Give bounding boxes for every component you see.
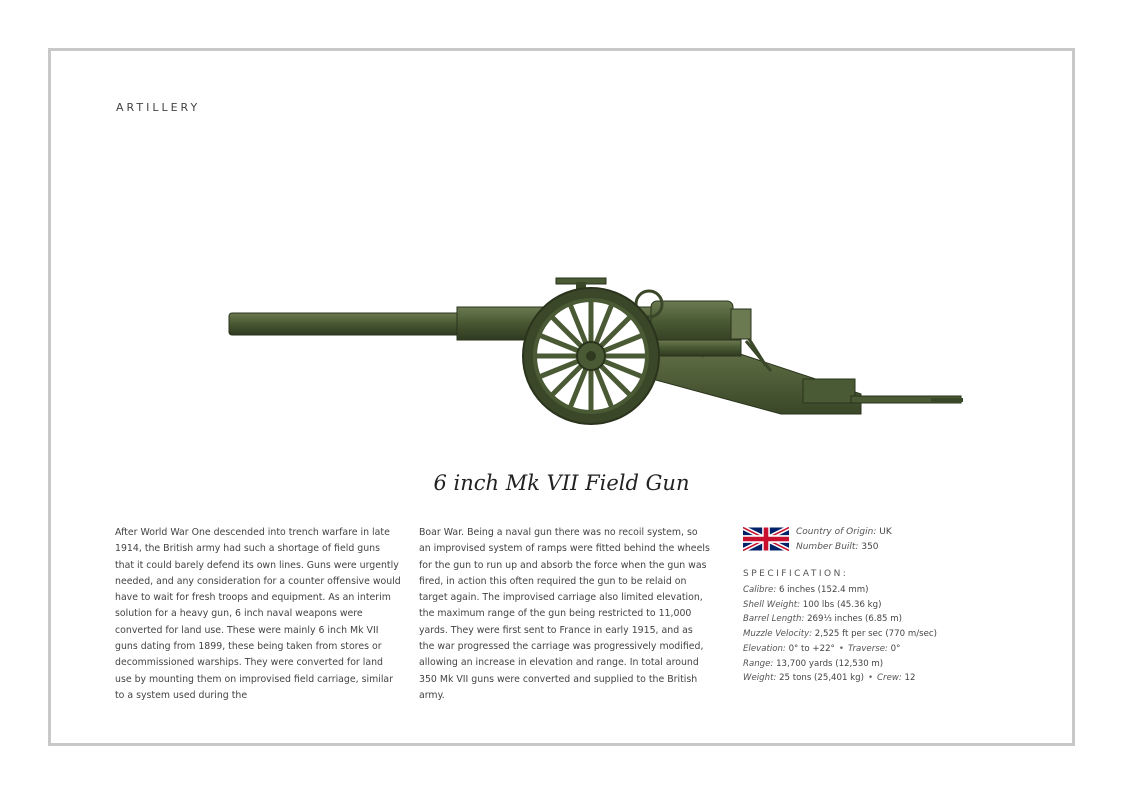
country-of-origin: Country of Origin: UK <box>796 527 892 537</box>
origin-info <box>796 525 892 555</box>
spec-elevation-traverse: Elevation: 0° to +22° • Traverse: 0° <box>743 643 901 654</box>
spec-barrel-length: Barrel Length: 269⅓ inches (6.85 m) <box>743 614 902 625</box>
description-column-1: After World War One descended into trench warfare in late 1914, the British army had such a shortage of field guns that it could barely defend its own lines. Guns were urgently needed, and any consideration for a counter offensive would have to wait for fresh troops and equipment. As an interim solution for a heavy gun, 6 inch naval weapons were converted for land use. These were mainly 6 inch Mk VII guns dating from 1899, these being taken from stores or decommissioned warships. They were converted for land use by mounting them on improvised field carriage, similar to a system used during the <box>115 527 401 701</box>
spec-shell-weight: Shell Weight: 100 lbs (45.36 kg) <box>743 599 882 610</box>
spec-calibre: Calibre: 6 inches (152.4 mm) <box>743 585 869 595</box>
category-label: ARTILLERY <box>116 101 201 114</box>
barrel-breech <box>651 301 733 346</box>
description-column-2: Boar War. Being a naval gun there was no recoil system, so an improvised system of ramps were fitted behind the wheels for the gun to run up and absorb the force when the gun was fired, in action this often required the gun to be relaid on target again. The improvised carriage also limited elevation, the maximum range of the gun being restricted to 11,000 yards. They were first sent to France in early 1915, and as the war progressed the carriage was progressively modified, allowing an increase in elevation and range. In total around 350 Mk VII guns were converted and supplied to the British army. <box>419 527 710 701</box>
spec-list <box>743 583 937 686</box>
barrel-muzzle <box>229 313 461 335</box>
trail-spade <box>803 379 855 403</box>
field-gun-illustration <box>171 216 971 446</box>
print-frame <box>48 48 1075 746</box>
spec-heading: SPECIFICATION: <box>743 569 849 579</box>
trail-handle <box>931 398 963 402</box>
page-title: 6 inch Mk VII Field Gun <box>433 471 690 495</box>
union-jack-flag-icon <box>743 527 789 551</box>
spec-weight-crew: Weight: 25 tons (25,401 kg) • Crew: 12 <box>743 673 916 684</box>
breech-block <box>731 309 751 339</box>
number-built: Number Built: 350 <box>796 542 879 552</box>
spec-range: Range: 13,700 yards (12,530 m) <box>743 658 884 669</box>
carriage-wheel <box>523 288 659 424</box>
spec-muzzle-velocity: Muzzle Velocity: 2,525 ft per sec (770 m/sec) <box>743 629 937 640</box>
